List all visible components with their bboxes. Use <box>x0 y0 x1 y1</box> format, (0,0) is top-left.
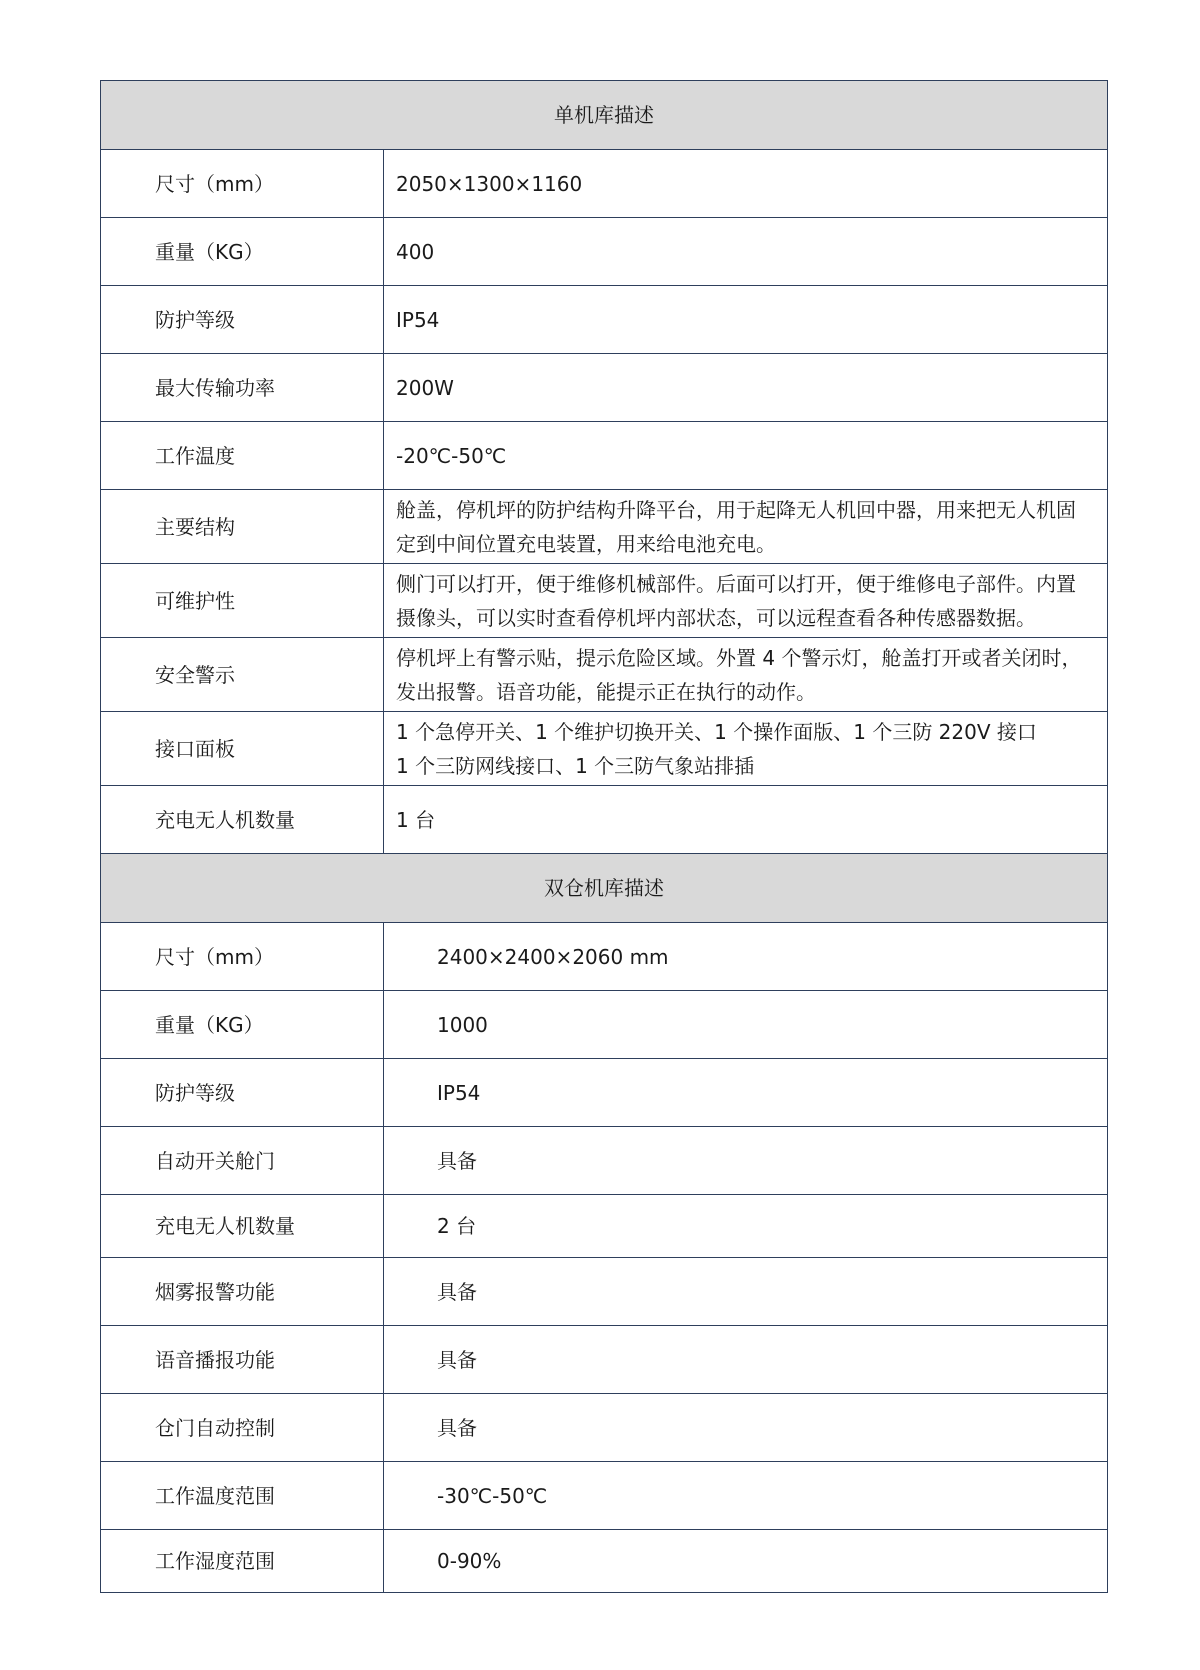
section-single-hangar <box>101 81 1108 854</box>
table-row <box>101 564 1108 638</box>
table-row <box>101 1059 1108 1127</box>
table-row <box>101 218 1108 286</box>
table-row <box>101 490 1108 564</box>
section-header <box>101 854 1108 923</box>
table-row <box>101 1195 1108 1258</box>
table-row <box>101 286 1108 354</box>
row-label: 重量（KG） <box>101 218 384 286</box>
row-value: 400 <box>384 218 1108 286</box>
row-value: 2 台 <box>384 1195 1108 1258</box>
row-label: 防护等级 <box>101 286 384 354</box>
spec-table <box>100 80 1108 1593</box>
row-value: 具备 <box>384 1127 1108 1195</box>
row-value: 具备 <box>384 1394 1108 1462</box>
table-row <box>101 1326 1108 1394</box>
section-title: 单机库描述 <box>101 81 1108 150</box>
row-label: 可维护性 <box>101 564 384 638</box>
table-row <box>101 991 1108 1059</box>
row-label: 接口面板 <box>101 712 384 786</box>
row-label: 重量（KG） <box>101 991 384 1059</box>
row-value: 停机坪上有警示贴，提示危险区域。外置 4 个警示灯，舱盖打开或者关闭时，发出报警。语音功能，能提示正在执行的动作。 <box>384 638 1108 712</box>
table-row <box>101 638 1108 712</box>
table-row <box>101 1258 1108 1326</box>
row-value: 舱盖，停机坪的防护结构升降平台，用于起降无人机回中器，用来把无人机固定到中间位置充电装置，用来给电池充电。 <box>384 490 1108 564</box>
row-value: 1 台 <box>384 786 1108 854</box>
row-value: 1000 <box>384 991 1108 1059</box>
row-value: IP54 <box>384 1059 1108 1127</box>
table-row <box>101 712 1108 786</box>
row-value: 具备 <box>384 1326 1108 1394</box>
row-label: 工作温度 <box>101 422 384 490</box>
row-value: 0-90% <box>384 1530 1108 1593</box>
row-value: IP54 <box>384 286 1108 354</box>
value-line: 1 个三防网线接口、1 个三防气象站排插 <box>396 753 755 778</box>
row-label: 主要结构 <box>101 490 384 564</box>
section-header <box>101 81 1108 150</box>
row-value <box>384 712 1108 786</box>
row-label: 尺寸（mm） <box>101 923 384 991</box>
row-label: 仓门自动控制 <box>101 1394 384 1462</box>
table-row <box>101 923 1108 991</box>
row-value: 具备 <box>384 1258 1108 1326</box>
row-value: 200W <box>384 354 1108 422</box>
table-row <box>101 354 1108 422</box>
row-label: 自动开关舱门 <box>101 1127 384 1195</box>
row-label: 充电无人机数量 <box>101 786 384 854</box>
row-value: -30℃-50℃ <box>384 1462 1108 1530</box>
table-row <box>101 422 1108 490</box>
row-label: 工作温度范围 <box>101 1462 384 1530</box>
table-row <box>101 1462 1108 1530</box>
row-label: 语音播报功能 <box>101 1326 384 1394</box>
row-label: 尺寸（mm） <box>101 150 384 218</box>
table-row <box>101 1530 1108 1593</box>
row-label: 防护等级 <box>101 1059 384 1127</box>
row-label: 安全警示 <box>101 638 384 712</box>
section-dual-hangar <box>101 854 1108 1593</box>
row-value: -20℃-50℃ <box>384 422 1108 490</box>
row-label: 工作湿度范围 <box>101 1530 384 1593</box>
table-row <box>101 150 1108 218</box>
row-value: 2400×2400×2060 mm <box>384 923 1108 991</box>
row-label: 最大传输功率 <box>101 354 384 422</box>
table-row <box>101 786 1108 854</box>
table-row <box>101 1127 1108 1195</box>
row-label: 烟雾报警功能 <box>101 1258 384 1326</box>
row-value: 侧门可以打开，便于维修机械部件。后面可以打开，便于维修电子部件。内置摄像头，可以实时查看停机坪内部状态，可以远程查看各种传感器数据。 <box>384 564 1108 638</box>
row-label: 充电无人机数量 <box>101 1195 384 1258</box>
value-line: 1 个急停开关、1 个维护切换开关、1 个操作面版、1 个三防 220V 接口 <box>396 719 1037 744</box>
row-value: 2050×1300×1160 <box>384 150 1108 218</box>
section-title: 双仓机库描述 <box>101 854 1108 923</box>
table-row <box>101 1394 1108 1462</box>
